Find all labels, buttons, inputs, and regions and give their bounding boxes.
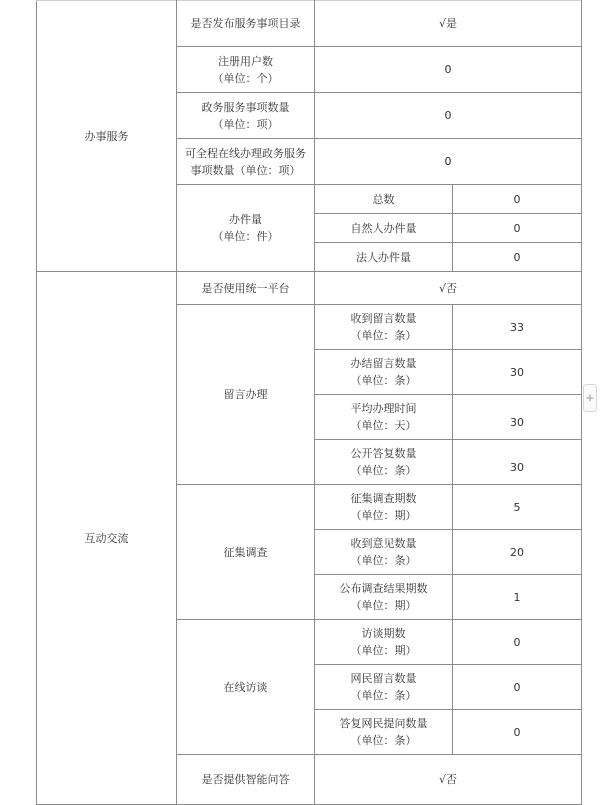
survey-periods-label: 征集调查期数 （单位：期） bbox=[315, 485, 453, 530]
messages-avg-time-label: 平均办理时间 （单位：天） bbox=[315, 395, 453, 440]
smart-qa-value: √否 bbox=[315, 755, 582, 805]
survey-opinions-value: 20 bbox=[453, 530, 582, 575]
survey-opinions-label: 收到意见数量 （单位：条） bbox=[315, 530, 453, 575]
registered-users-value: 0 bbox=[315, 47, 582, 93]
section-interaction-title: 互动交流 bbox=[37, 272, 177, 805]
messages-received-label: 收到留言数量 （单位：条） bbox=[315, 305, 453, 350]
catalog-published-label: 是否发布服务事项目录 bbox=[177, 1, 315, 47]
messages-closed-value: 30 bbox=[453, 350, 582, 395]
handled-natural-value: 0 bbox=[453, 214, 582, 243]
table-row bbox=[37, 272, 582, 305]
survey-results-label: 公布调查结果期数 （单位：期） bbox=[315, 575, 453, 620]
handled-total-label: 总数 bbox=[315, 185, 453, 214]
plus-icon bbox=[584, 385, 596, 411]
table-row bbox=[37, 1, 582, 47]
registered-users-label: 注册用户数 （单位：个） bbox=[177, 47, 315, 93]
interview-periods-value: 0 bbox=[453, 620, 582, 665]
handled-legal-label: 法人办件量 bbox=[315, 243, 453, 272]
handled-label: 办件量 （单位：件） bbox=[177, 185, 315, 272]
messages-label: 留言办理 bbox=[177, 305, 315, 485]
interview-label: 在线访谈 bbox=[177, 620, 315, 755]
online-items-label: 可全程在线办理政务服务 事项数量（单位：项） bbox=[177, 139, 315, 185]
smart-qa-label: 是否提供智能问答 bbox=[177, 755, 315, 805]
interview-answered-value: 0 bbox=[453, 710, 582, 755]
survey-results-value: 1 bbox=[453, 575, 582, 620]
section-service-title: 办事服务 bbox=[37, 1, 177, 272]
statistics-table bbox=[36, 0, 582, 805]
messages-closed-label: 办结留言数量 （单位：条） bbox=[315, 350, 453, 395]
interview-netizen-messages-label: 网民留言数量 （单位：条） bbox=[315, 665, 453, 710]
survey-label: 征集调查 bbox=[177, 485, 315, 620]
survey-periods-value: 5 bbox=[453, 485, 582, 530]
unified-platform-label: 是否使用统一平台 bbox=[177, 272, 315, 305]
online-items-value: 0 bbox=[315, 139, 582, 185]
handled-natural-label: 自然人办件量 bbox=[315, 214, 453, 243]
messages-public-replies-label: 公开答复数量 （单位：条） bbox=[315, 440, 453, 485]
messages-received-value: 33 bbox=[453, 305, 582, 350]
messages-avg-time-value: 30 bbox=[453, 395, 582, 440]
interview-periods-label: 访谈期数 （单位：期） bbox=[315, 620, 453, 665]
service-items-value: 0 bbox=[315, 93, 582, 139]
expand-button[interactable] bbox=[583, 384, 597, 412]
service-items-label: 政务服务事项数量 （单位：项） bbox=[177, 93, 315, 139]
handled-legal-value: 0 bbox=[453, 243, 582, 272]
messages-public-replies-value: 30 bbox=[453, 440, 582, 485]
catalog-published-value: √是 bbox=[315, 1, 582, 47]
handled-total-value: 0 bbox=[453, 185, 582, 214]
interview-answered-label: 答复网民提问数量 （单位：条） bbox=[315, 710, 453, 755]
interview-netizen-messages-value: 0 bbox=[453, 665, 582, 710]
unified-platform-value: √否 bbox=[315, 272, 582, 305]
